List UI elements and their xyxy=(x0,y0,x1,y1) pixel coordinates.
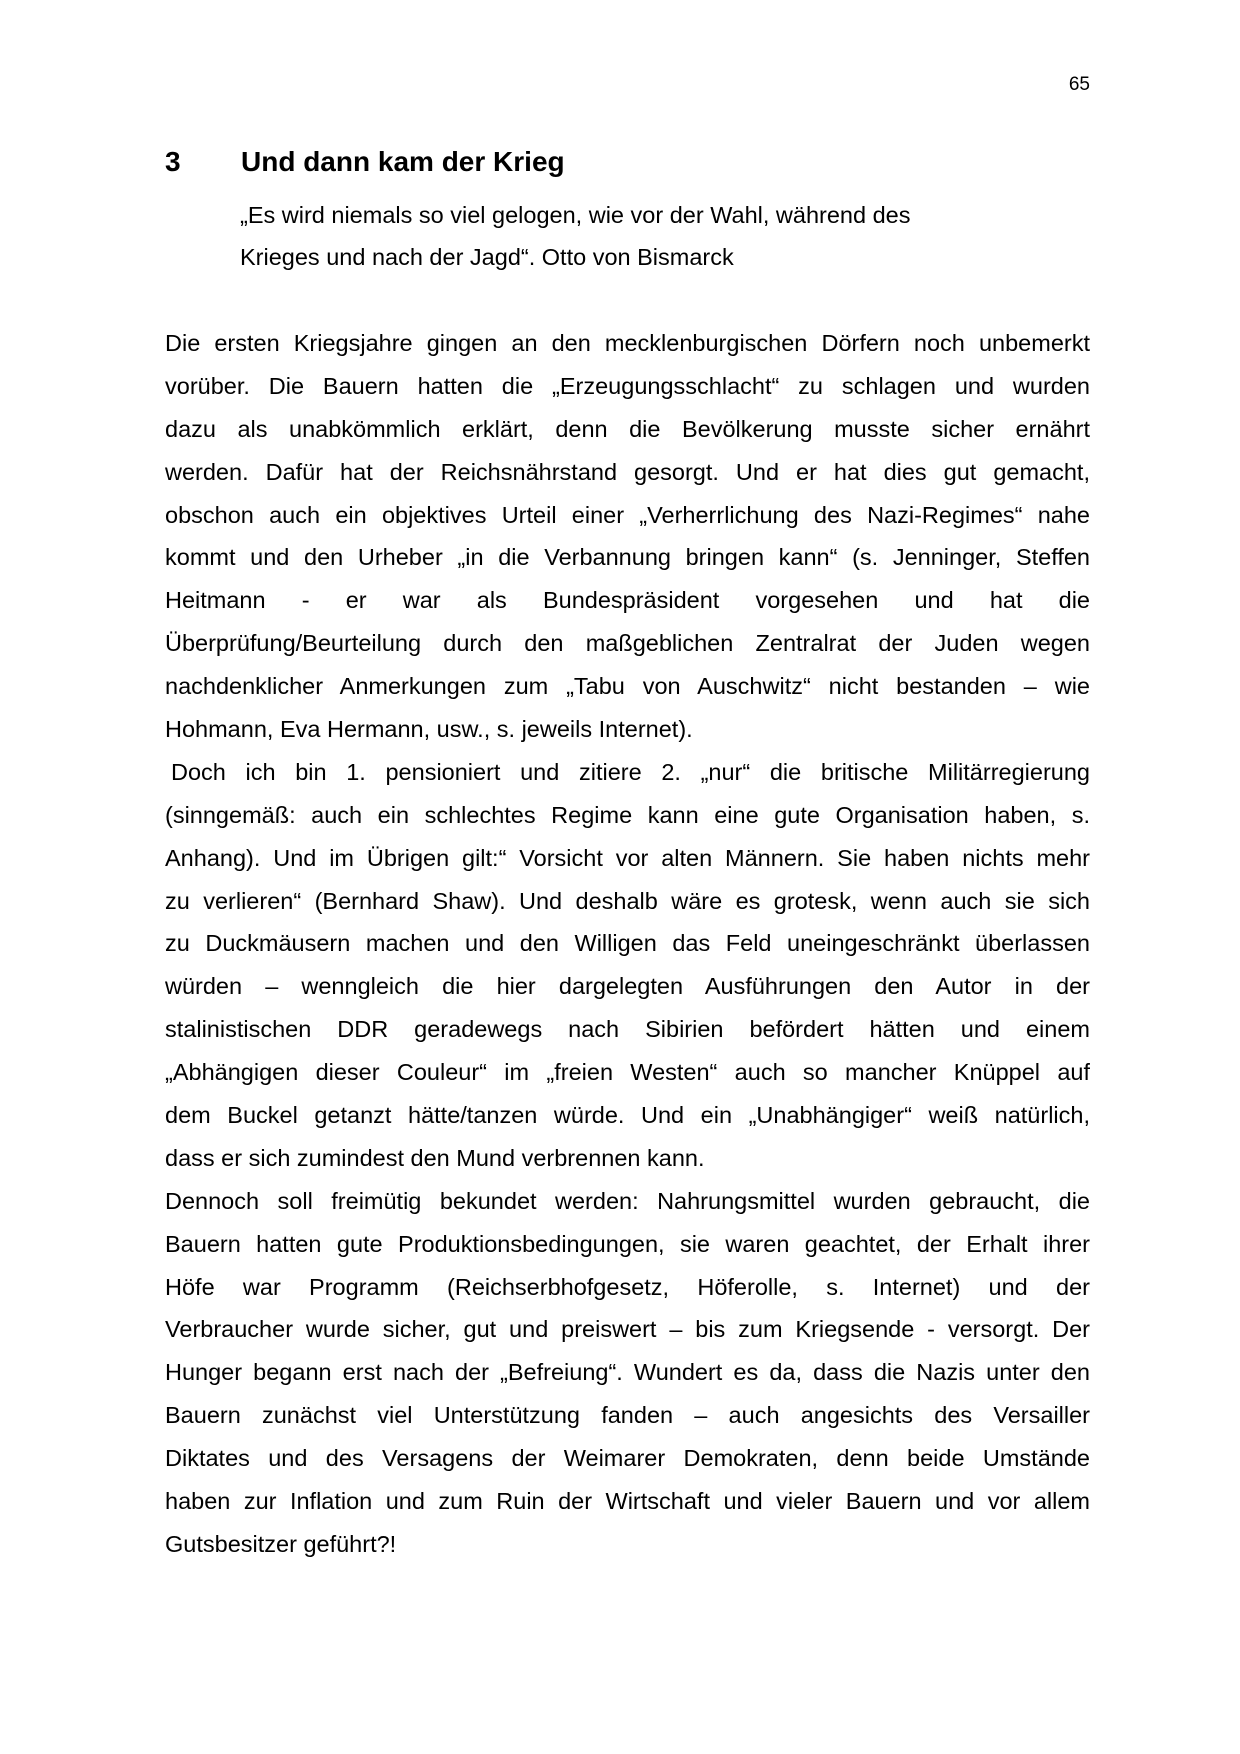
body-line: Anhang). Und im Übrigen gilt:“ Vorsicht vor alten Männern. Sie haben nichts mehr xyxy=(165,844,1090,871)
body-line: „Abhängigen dieser Couleur“ im „freien Westen“ auch so mancher Knüppel auf xyxy=(165,1059,1090,1086)
body-line: Überprüfung/Beurteilung durch den maßgeblichen Zentralrat der Juden wegen xyxy=(165,630,1090,657)
body-line: Doch ich bin 1. pensioniert und zitiere 2. „nur“ die britische Militärregierung xyxy=(171,758,1090,785)
section-title: Und dann kam der Krieg xyxy=(241,146,565,177)
body-line: Hunger begann erst nach der „Befreiung“. Wundert es da, dass die Nazis unter den xyxy=(165,1359,1090,1386)
body-line: Dennoch soll freimütig bekundet werden: Nahrungsmittel wurden gebraucht, die xyxy=(165,1187,1090,1214)
body-line: obschon auch ein objektives Urteil einer „Verherrlichung des Nazi-Regimes“ nahe xyxy=(165,501,1090,528)
body-line: dass er sich zumindest den Mund verbrennen kann. xyxy=(165,1144,705,1171)
body-line: Bauern hatten gute Produktionsbedingungen, sie waren geachtet, der Erhalt ihrer xyxy=(165,1230,1090,1257)
body-text xyxy=(165,322,1090,1566)
body-line: nachdenklicher Anmerkungen zum „Tabu von Auschwitz“ nicht bestanden – wie xyxy=(165,673,1090,700)
page-number: 65 xyxy=(1068,74,1090,95)
body-line: zu verlieren“ (Bernhard Shaw). Und deshalb wäre es grotesk, wenn auch sie sich xyxy=(165,887,1090,914)
epigraph-line: Krieges und nach der Jagd“. Otto von Bismarck xyxy=(240,244,734,270)
body-line: würden – wenngleich die hier dargelegten Ausführungen den Autor in der xyxy=(165,973,1090,1000)
epigraph-line: „Es wird niemals so viel gelogen, wie vor der Wahl, während des xyxy=(240,202,911,228)
body-line: (sinngemäß: auch ein schlechtes Regime kann eine gute Organisation haben, s. xyxy=(165,801,1090,828)
body-line: vorüber. Die Bauern hatten die „Erzeugungsschlacht“ zu schlagen und wurden xyxy=(165,372,1090,399)
body-line: Gutsbesitzer geführt?! xyxy=(165,1530,397,1557)
body-line: Die ersten Kriegsjahre gingen an den mecklenburgischen Dörfern noch unbemerkt xyxy=(165,330,1090,356)
section-number: 3 xyxy=(165,146,181,177)
body-line: kommt und den Urheber „in die Verbannung bringen kann“ (s. Jenninger, Steffen xyxy=(165,544,1090,571)
body-line: werden. Dafür hat der Reichsnährstand gesorgt. Und er hat dies gut gemacht, xyxy=(165,458,1090,485)
body-line: Diktates und des Versagens der Weimarer Demokraten, denn beide Umstände xyxy=(165,1445,1090,1472)
body-line: Verbraucher wurde sicher, gut und preiswert – bis zum Kriegsende - versorgt. Der xyxy=(165,1316,1090,1343)
body-line: haben zur Inflation und zum Ruin der Wirtschaft und vieler Bauern und vor allem xyxy=(165,1488,1090,1515)
body-line: dazu als unabkömmlich erklärt, denn die Bevölkerung musste sicher ernährt xyxy=(165,415,1090,442)
body-line: Höfe war Programm (Reichserbhofgesetz, Höferolle, s. Internet) und der xyxy=(165,1273,1090,1300)
body-line: dem Buckel getanzt hätte/tanzen würde. Und ein „Unabhängiger“ weiß natürlich, xyxy=(165,1102,1090,1129)
epigraph xyxy=(240,194,910,278)
body-line: Heitmann - er war als Bundespräsident vorgesehen und hat die xyxy=(165,587,1090,614)
body-line: Bauern zunächst viel Unterstützung fanden – auch angesichts des Versailler xyxy=(165,1402,1090,1429)
body-line: zu Duckmäusern machen und den Willigen das Feld uneingeschränkt überlassen xyxy=(165,930,1090,957)
body-line: stalinistischen DDR geradewegs nach Sibirien befördert hätten und einem xyxy=(165,1016,1090,1043)
body-line: Hohmann, Eva Hermann, usw., s. jeweils Internet). xyxy=(165,716,693,743)
